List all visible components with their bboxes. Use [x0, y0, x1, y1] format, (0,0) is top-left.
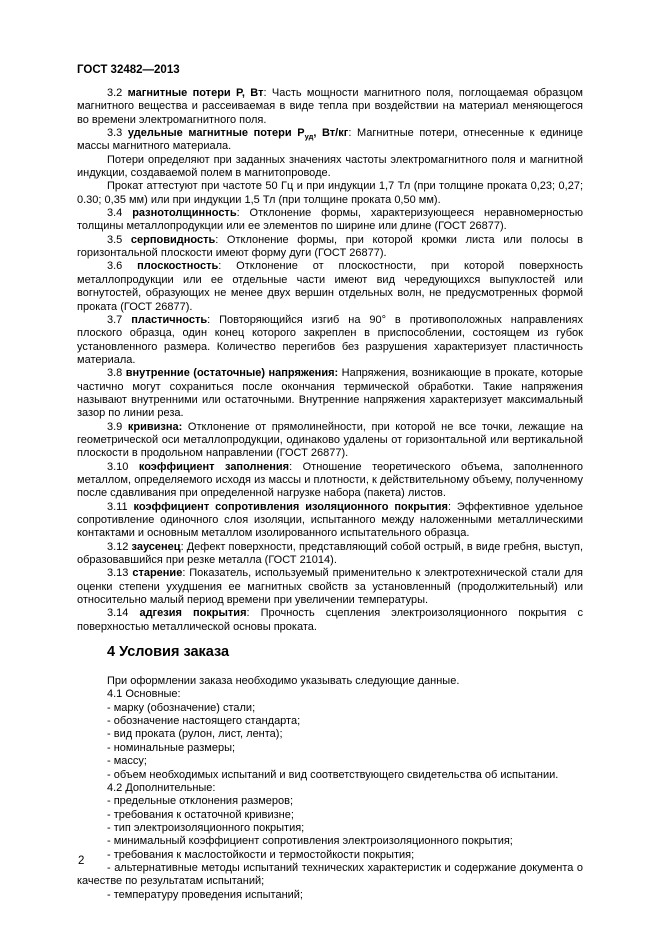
order-subclause-4-2: 4.2 Дополнительные:: [107, 781, 216, 794]
clause-number: 3.5: [107, 233, 131, 246]
clause-number: 3.2: [107, 87, 128, 99]
order-list-item: - альтернативные методы испытаний технических характеристик и содержание документа о качестве по результатам испытаний;: [77, 861, 583, 888]
order-list-item: - массу;: [107, 755, 147, 768]
definition-3-12: [77, 541, 583, 568]
page-content: [77, 64, 583, 902]
order-list-item: - обозначение настоящего стандарта;: [107, 715, 301, 728]
definition-text: Напряжения, возникающие в прокате, которые частично могут сохраниться после окончания термической обработки. Такие напряжения называют внутренними или остаточными. Внутренние напряжения характеризует максимальный зазор по линии реза.: [77, 367, 583, 420]
note-losses-paragraph: [77, 154, 583, 181]
definition-text: Отклонение от прямолинейности, при которой не все точки, лежащие на геометрической оси металлопродукции, одинаково удалены от горизонтальной или вертикальной плоскости в продольном направлении (ГОСТ 26877).: [77, 420, 583, 460]
definition-text: : Прочность сцепления электроизоляционного покрытия с поверхностью металлической основы проката.: [77, 607, 584, 633]
page-number: 2: [78, 855, 85, 867]
paragraph-text: Прокат аттестуют при частоте 50 Гц и при индукции 1,7 Тл (при толщине проката 0,23; 0,27; 0.30; 0,35 мм) или при индукции 1,5 Тл (при толщине проката 0,50 мм).: [77, 180, 583, 206]
clause-number: 3.14: [107, 607, 140, 620]
term: внутренние (остаточные) напряжения:: [125, 367, 339, 380]
note-certification-paragraph: [77, 180, 583, 207]
definition-text: : Отношение теоретического объема, заполненного металлом, определяемого исходя из массы и плотности, к действительному объему, полученному после сдавливания при определенной нагрузке набора (пакета) листов.: [77, 460, 584, 500]
order-list-item: - объем необходимых испытаний и вид соответствующего свидетельства об испытании.: [107, 768, 559, 781]
order-subclause-4-1: 4.1 Основные:: [107, 688, 181, 701]
term-unit: , Вт/кг: [313, 127, 349, 140]
definition-text: : Отклонение формы, при которой кромки листа или полосы в горизонтальной плоскости имеют форму дуги (ГОСТ 26877).: [77, 233, 583, 260]
order-list-item: - вид проката (рулон, лист, лента);: [107, 728, 283, 741]
clause-number: 3.9: [107, 420, 128, 433]
term: кривизна:: [127, 420, 183, 433]
term-subscript: уд: [304, 132, 314, 142]
term: серповидность: [130, 233, 216, 246]
order-list-item: - марку (обозначение) стали;: [107, 701, 256, 714]
definition-3-11: [77, 501, 583, 541]
running-header: ГОСТ 32482—2013: [77, 64, 180, 76]
definition-3-10: [77, 461, 583, 501]
paragraph-text: Потери определяют при заданных значениях частоты электромагнитного поля и магнитной индукции, создаваемой полем в магнитопроводе.: [77, 153, 583, 180]
term: адгезия покрытия: [139, 607, 247, 620]
term: коэффициент сопротивления изоляционного покрытия: [133, 500, 448, 513]
order-list-item: - тип электроизоляционного покрытия;: [107, 821, 305, 834]
definition-text: : Повторяющийся изгиб на 90° в противоположных направлениях плоского образца, один конец которого закреплен в приспособлении, состоящем из губок установленного размера. Количество перегибов без разрушения характеризует пластичность материала.: [77, 313, 583, 366]
definition-3-6: [77, 260, 583, 313]
definition-3-13: [77, 567, 583, 607]
term: старение: [132, 567, 183, 580]
definition-text: : Часть мощности магнитного поля, поглощаемая образцом магнитного вещества и рассеиваемая в виде тепла при воздействии на материал меняющегося во времени электромагнитного поля.: [77, 87, 583, 126]
order-intro-paragraph: При оформлении заказа необходимо указывать следующие данные.: [107, 675, 460, 688]
order-list-item: - требования к маслостойкости и термостойкости покрытия;: [107, 848, 415, 861]
order-list-item: - предельные отклонения размеров;: [107, 795, 294, 808]
definition-3-8: [77, 367, 583, 420]
definition-3-14: [77, 607, 583, 634]
definition-text: : Магнитные потери, отнесенные к единице массы магнитного материала.: [77, 127, 583, 153]
term: удельные магнитные потери P: [127, 127, 305, 140]
term: магнитные потери P, Вт: [127, 87, 264, 99]
term: плоскостность: [137, 260, 219, 273]
definition-3-9: [77, 421, 583, 461]
definition-3-2: [77, 87, 583, 127]
clause-number: 3.8: [107, 367, 126, 380]
order-list-item: - температуру проведения испытаний;: [107, 888, 303, 901]
definition-text: : Дефект поверхности, представляющий собой острый, в виде гребня, выступ, образовавшийся при резке металла (ГОСТ 21014).: [77, 540, 583, 567]
order-list-item: - минимальный коэффициент сопротивления электроизоляционного покрытия;: [107, 835, 513, 848]
definition-text: : Отклонение от плоскостности, при которой поверхность металлопродукции или ее отдельные части имеют вид чередующихся выпуклостей или вогнутостей, образующих не менее двух вершин отдельных волн, не предусмотренных формой проката (ГОСТ 26877).: [77, 260, 583, 313]
definition-3-4: [77, 207, 583, 234]
definition-3-5: [77, 234, 583, 261]
definition-text: : Отклонение формы, характеризующееся неравномерностью толщины металлопродукции или ее элементов по ширине или длине (ГОСТ 26877).: [77, 207, 583, 233]
term: пластичность: [131, 313, 208, 326]
clause-number: 3.4: [107, 207, 133, 220]
clause-number: 3.3: [107, 127, 128, 140]
order-list-item: - номинальные размеры;: [107, 741, 236, 754]
definition-3-3: [77, 127, 583, 154]
clause-number: 3.7: [107, 313, 132, 326]
term: заусенец: [131, 540, 181, 553]
definition-text: : Показатель, используемый применительно к электротехнической стали для оценки степени ухудшения ее магнитных свойств за установленный (продолжительный) или относительно малый период времени при увеличении температуры.: [77, 567, 584, 607]
clause-number: 3.6: [107, 260, 138, 273]
section-4-heading: 4 Условия заказа: [107, 644, 230, 661]
clause-number: 3.12: [107, 540, 132, 553]
definition-3-7: [77, 314, 583, 367]
definition-text: : Эффективное удельное сопротивление одиночного слоя изоляции, испытанного между наложенными металлическими контактами и основным металлом изолированного испытательного образца.: [77, 500, 583, 540]
clause-number: 3.13: [107, 567, 133, 580]
clause-number: 3.11: [107, 500, 134, 513]
term: разнотолщинность: [132, 207, 237, 220]
clause-number: 3.10: [107, 460, 139, 473]
order-list-item: - требования к остаточной кривизне;: [107, 808, 294, 821]
term: коэффициент заполнения: [138, 460, 290, 473]
